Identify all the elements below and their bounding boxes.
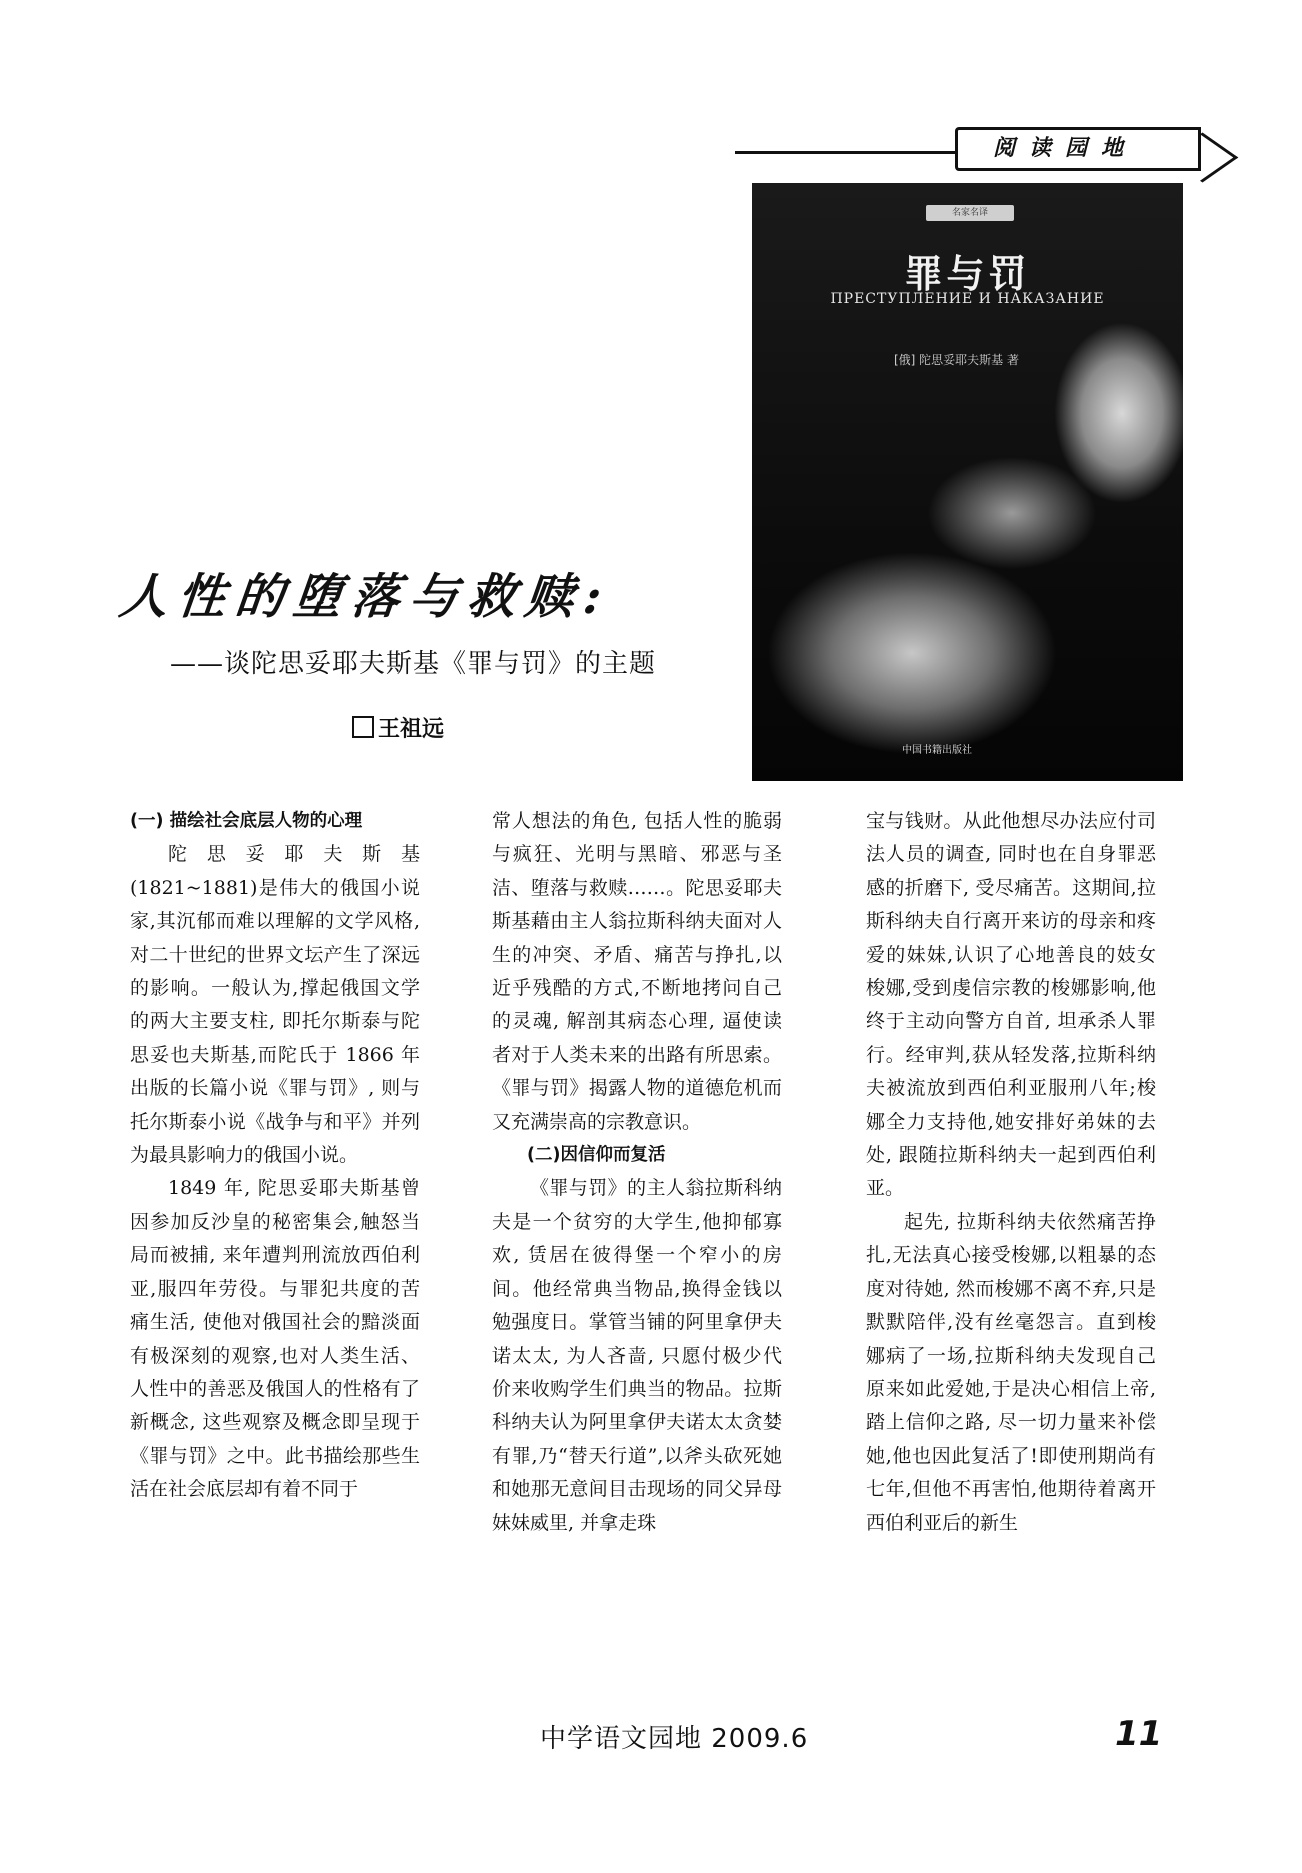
section-label: 阅读园地 <box>992 136 1137 161</box>
cover-title: 罪与罚 <box>904 251 1031 296</box>
paragraph: 宝与钱财。从此他想尽办法应付司法人员的调查, 同时也在自身罪恶感的折磨下, 受尽痛苦。这期间,拉斯科纳夫自行离开来访的母亲和疼爱的妹妹,认识了心地善良的妓女梭娜,受到虔信宗教的梭娜影响,他终于主动向警方自首, 坦承杀人罪行。经审判,获从轻发落,拉斯科纳夫被流放到西伯利亚服刑八年;梭娜全力支持他,她安排好弟妹的去处, 跟随拉斯科纳夫一起到西伯利亚。 <box>866 810 1156 1200</box>
cover-russian-title: ПРЕСТУПЛЕНИЕ И НАКАЗАНИЕ <box>830 291 1105 307</box>
book-cover-image <box>752 183 1183 781</box>
cover-credit: [俄] 陀思妥耶夫斯基 著 <box>894 353 1019 367</box>
article-subtitle: ——谈陀思妥耶夫斯基《罪与罚》的主题 <box>170 649 657 679</box>
section-heading-1: (一) 描绘社会底层人物的心理 <box>130 811 363 831</box>
author-name: 王祖远 <box>378 717 445 742</box>
paragraph: 常人想法的角色, 包括人性的脆弱与疯狂、光明与黑暗、邪恶与圣洁、堕落与救赎……。陀思妥耶夫斯基藉由主人翁拉斯科纳夫面对人生的冲突、矛盾、痛苦与挣扎,以近乎残酷的方式,不断地拷问自己的灵魂, 解剖其病态心理, 逼使读者对于人类未来的出路有所思索。《罪与罚》揭露人物的道德危机而又充满崇高的宗教意识。 <box>492 810 782 1133</box>
article-title: 人性的堕落与救赎: <box>116 569 615 625</box>
journal-footer: 中学语文园地 2009.6 <box>540 1724 809 1754</box>
paragraph: 1849 年, 陀思妥耶夫斯基曾因参加反沙皇的秘密集会,触怒当局而被捕, 来年遭判刑流放西伯利亚,服四年劳役。与罪犯共度的苦痛生活, 使他对俄国社会的黯淡面有极深刻的观察,也对人类生活、人性中的善恶及俄国人的性格有了新概念, 这些观察及概念即呈现于《罪与罚》之中。此书描绘那些生活在社会底层却有着不同于 <box>130 1177 420 1501</box>
column-3 <box>866 805 1156 1540</box>
article-author <box>352 712 444 743</box>
header-rule <box>735 151 957 154</box>
column-1 <box>130 805 420 1507</box>
section-heading-2: (二)因信仰而复活 <box>527 1145 666 1166</box>
paragraph: 起先, 拉斯科纳夫依然痛苦挣扎,无法真心接受梭娜,以粗暴的态度对待她, 然而梭娜不离不弃,只是默默陪伴,没有丝毫怨言。直到梭娜病了一场,拉斯科纳夫发现自己原来如此爱她,于是决心相信上帝,踏上信仰之路, 尽一切力量来补偿她,他也因此复活了!即使刑期尚有七年,但他不再害怕,他期待着离开西伯利亚后的新生 <box>866 1210 1156 1534</box>
cover-publisher: 中国书籍出版社 <box>902 745 972 756</box>
cover-badge: 名家名译 <box>926 205 1014 221</box>
page-number: 11 <box>1115 1714 1163 1754</box>
paragraph: 陀思妥耶夫斯基 (1821~1881)是伟大的俄国小说家,其沉郁而难以理解的文学风格,对二十世纪的世界文坛产生了深远的影响。一般认为,撑起俄国文学的两大主要支柱, 即托尔斯泰与陀思妥也夫斯基,而陀氏于 1866 年出版的长篇小说《罪与罚》, 则与托尔斯泰小说《战争与和平》并列为最具影响力的俄国小说。 <box>130 843 420 1167</box>
author-box-icon <box>352 716 374 738</box>
column-2 <box>492 805 782 1540</box>
paragraph: 《罪与罚》的主人翁拉斯科纳夫是一个贫穷的大学生,他抑郁寡欢, 赁居在彼得堡一个窄小的房间。他经常典当物品,换得金钱以勉强度日。掌管当铺的阿里拿伊夫诺太太, 为人吝啬, 只愿付极少代价来收购学生们典当的物品。拉斯科纳夫认为阿里拿伊夫诺太太贪婪有罪,乃“替天行道”,以斧头砍死她和她那无意间目击现场的同父异母妹妹威里, 并拿走珠 <box>492 1177 782 1534</box>
